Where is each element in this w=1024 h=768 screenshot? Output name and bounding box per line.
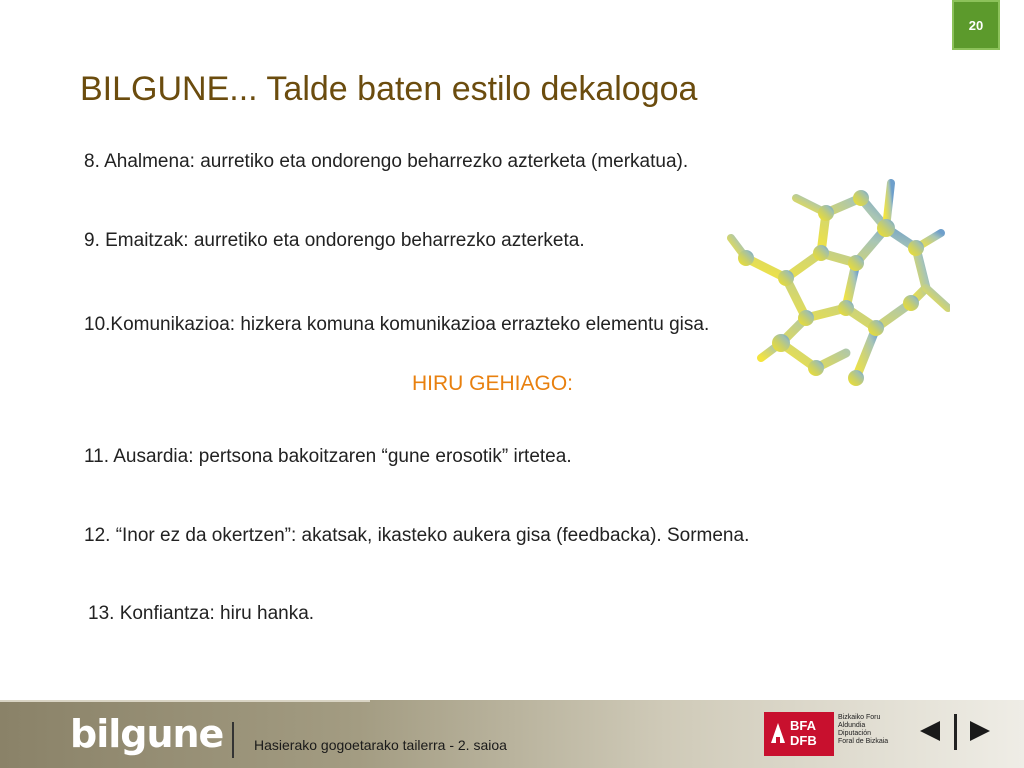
- bfa-dfb-logo: [764, 712, 894, 756]
- bfa-mark: [764, 712, 834, 756]
- bfa-emblem-icon: [767, 719, 789, 749]
- bfa-text-4: Foral de Bizkaia: [838, 738, 889, 745]
- subheading: HIRU GEHIAGO:: [412, 372, 574, 395]
- bfa-line1: BFA: [790, 718, 816, 733]
- bfa-text-2: Aldundia: [838, 722, 866, 729]
- footer-divider-line: [0, 700, 370, 702]
- list-item-12: 12. “Inor ez da okertzen”: akatsak, ikasteko aukera gisa (feedbacka). Sormena.: [84, 525, 750, 546]
- list-item-10: 10.Komunikazioa: hizkera komuna komunikazioa errazteko elementu gisa.: [84, 314, 710, 335]
- footer-caption: Hasierako gogoetarako tailerra - 2. saioa: [254, 737, 507, 753]
- slide-title: BILGUNE... Talde baten estilo dekalogoa: [80, 70, 698, 108]
- bfa-text-3: Diputación: [838, 730, 872, 737]
- page-number-badge: 20: [952, 0, 1000, 50]
- list-item-13: 13. Konfiantza: hiru hanka.: [88, 603, 315, 624]
- people-network-icon: [726, 168, 950, 396]
- footer-separator: [232, 722, 234, 758]
- list-item-9: 9. Emaitzak: aurretiko eta ondorengo beharrezko azterketa.: [84, 230, 585, 251]
- list-item-8: 8. Ahalmena: aurretiko eta ondorengo beharrezko azterketa (merkatua).: [84, 151, 689, 172]
- bfa-text-1: Bizkaiko Foru: [838, 714, 881, 721]
- bfa-text: [838, 714, 888, 746]
- bilgune-logo: bilgune: [70, 712, 224, 756]
- nav-separator: [954, 714, 957, 750]
- list-item-11: 11. Ausardia: pertsona bakoitzaren “gune erosotik” irtetea.: [84, 446, 572, 467]
- bfa-line2: DFB: [790, 733, 817, 748]
- triangle-right-icon[interactable]: [968, 719, 992, 743]
- triangle-left-icon[interactable]: [918, 719, 942, 743]
